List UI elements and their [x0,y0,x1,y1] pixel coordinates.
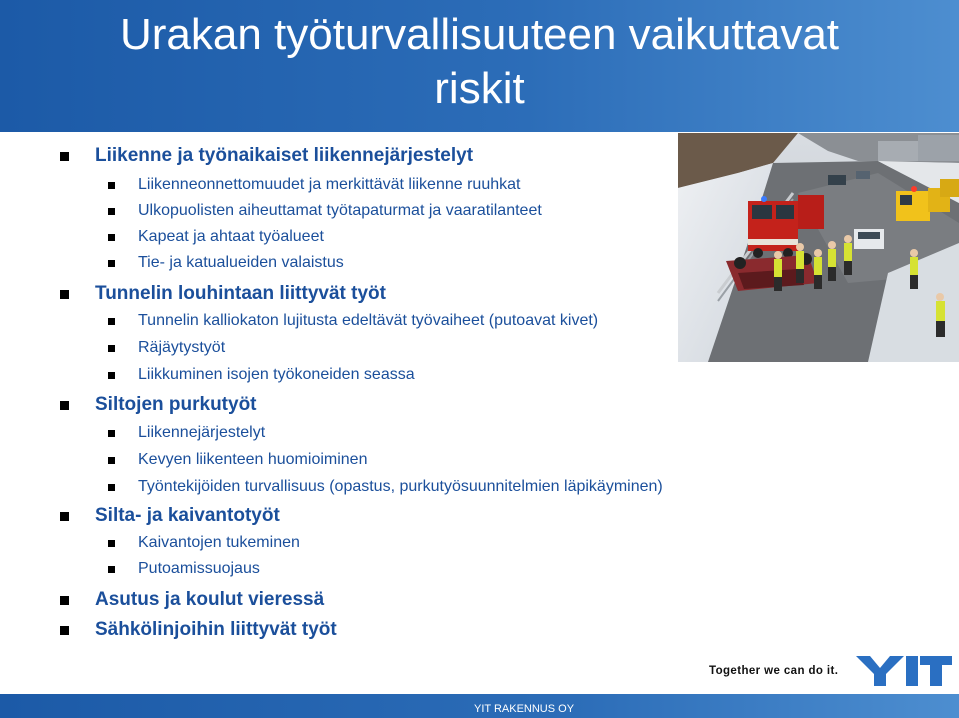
square-bullet-icon [108,566,115,573]
bullet-item: Tie- ja katualueiden valaistus [108,254,344,272]
square-bullet-icon [108,318,115,325]
square-bullet-icon [108,484,115,491]
square-bullet-icon [108,260,115,267]
square-bullet-icon [108,457,115,464]
bullet-heading-traffic: Liikenne ja työnaikaiset liikennejärjestelyt [60,145,473,167]
brand-slogan: Together we can do it. [709,665,839,677]
bullet-item: Putoamissuojaus [108,560,260,578]
slide-title [0,8,959,116]
bullet-item: Räjäytystyöt [108,339,225,357]
square-bullet-icon [108,345,115,352]
square-bullet-icon [108,182,115,189]
bullet-item: Liikkuminen isojen työkoneiden seassa [108,366,415,384]
bullet-heading-power-lines: Sähkölinjoihin liittyvät työt [60,619,337,641]
square-bullet-icon [108,234,115,241]
slide-title-line-2: riskit [434,64,525,113]
bullet-item: Työntekijöiden turvallisuus (opastus, purkutyösuunnitelmien läpikäyminen) [108,478,663,496]
bullet-item: Tunnelin kalliokaton lujitusta edeltävät työvaiheet (putoavat kivet) [108,312,598,330]
square-bullet-icon [108,372,115,379]
square-bullet-icon [60,401,69,410]
slide-title-line-1: Urakan työturvallisuuteen vaikuttavat [119,10,840,59]
square-bullet-icon [60,596,69,605]
bullet-heading-bridge-demolition: Siltojen purkutyöt [60,394,257,416]
yit-logo-icon [856,654,952,688]
bullet-heading-bridge-excavation: Silta- ja kaivantotyöt [60,505,280,527]
bullet-item: Liikenneonnettomuudet ja merkittävät liikenne ruuhkat [108,176,520,194]
accident-scene-photo [678,133,959,362]
bullet-heading-tunnel: Tunnelin louhintaan liittyvät työt [60,283,386,305]
footer-company-name: YIT RAKENNUS OY [474,703,575,715]
bullet-heading-residential: Asutus ja koulut vieressä [60,589,324,611]
square-bullet-icon [108,208,115,215]
bullet-item: Liikennejärjestelyt [108,424,265,442]
square-bullet-icon [108,540,115,547]
bullet-item: Kaivantojen tukeminen [108,534,300,552]
bullet-item: Kevyen liikenteen huomioiminen [108,451,367,469]
brand-logo-area [704,654,954,690]
bullet-item: Kapeat ja ahtaat työalueet [108,228,324,246]
square-bullet-icon [108,430,115,437]
bullet-item: Ulkopuolisten aiheuttamat työtapaturmat ja vaaratilanteet [108,202,542,220]
square-bullet-icon [60,152,69,161]
square-bullet-icon [60,626,69,635]
square-bullet-icon [60,290,69,299]
square-bullet-icon [60,512,69,521]
